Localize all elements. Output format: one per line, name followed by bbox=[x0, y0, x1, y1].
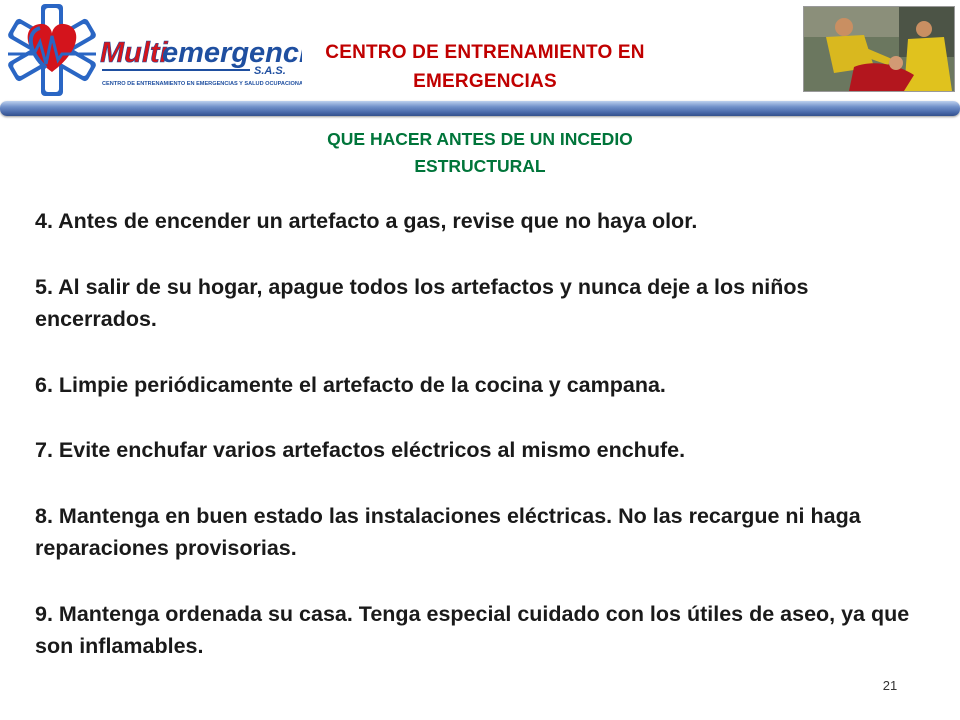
section-title-line2: ESTRUCTURAL bbox=[414, 156, 546, 176]
header-title-line2: EMERGENCIAS bbox=[413, 71, 557, 92]
header-title-line1: CENTRO DE ENTRENAMIENTO EN bbox=[325, 42, 645, 63]
header-title bbox=[290, 38, 680, 96]
list-item: 5. Al salir de su hogar, apague todos los artefactos y nunca deje a los niños encerrados. bbox=[35, 274, 809, 331]
list-item: 8. Mantenga en buen estado las instalaciones eléctricas. No las recargue ni haga reparaciones provisorias. bbox=[35, 503, 861, 560]
rescue-photo-graphic bbox=[804, 7, 954, 91]
svg-text:emergencias: emergenc bbox=[162, 37, 300, 69]
svg-text:Multi: Multi bbox=[100, 37, 168, 69]
multiemergencias-logo bbox=[2, 2, 302, 98]
list-item: 6. Limpie periódicamente el artefacto de la cocina y campana. bbox=[35, 372, 666, 397]
list-item: 4. Antes de encender un artefacto a gas, revise que no haya olor. bbox=[35, 209, 698, 233]
page-number: 21 bbox=[882, 678, 898, 693]
logo-graphic bbox=[2, 2, 302, 98]
svg-text:S.A.S.: S.A.S. bbox=[254, 65, 286, 77]
recommendation-list bbox=[35, 205, 925, 696]
header-divider bbox=[0, 101, 960, 116]
list-item: 7. Evite enchufar varios artefactos eléctricos al mismo enchufe. bbox=[35, 438, 686, 462]
rescue-photo-icon bbox=[803, 6, 955, 92]
list-item: 9. Mantenga ordenada su casa. Tenga especial cuidado con los útiles de aseo, ya que son inflamables. bbox=[35, 601, 910, 658]
section-title bbox=[240, 126, 720, 180]
svg-text:CENTRO DE ENTRENAMIENTO EN EME: CENTRO DE ENTRENAMIENTO EN EMERGENCIAS Y SALUD OCUPACIONAL bbox=[102, 81, 302, 87]
section-title-line1: QUE HACER ANTES DE UN INCEDIO bbox=[327, 129, 633, 149]
